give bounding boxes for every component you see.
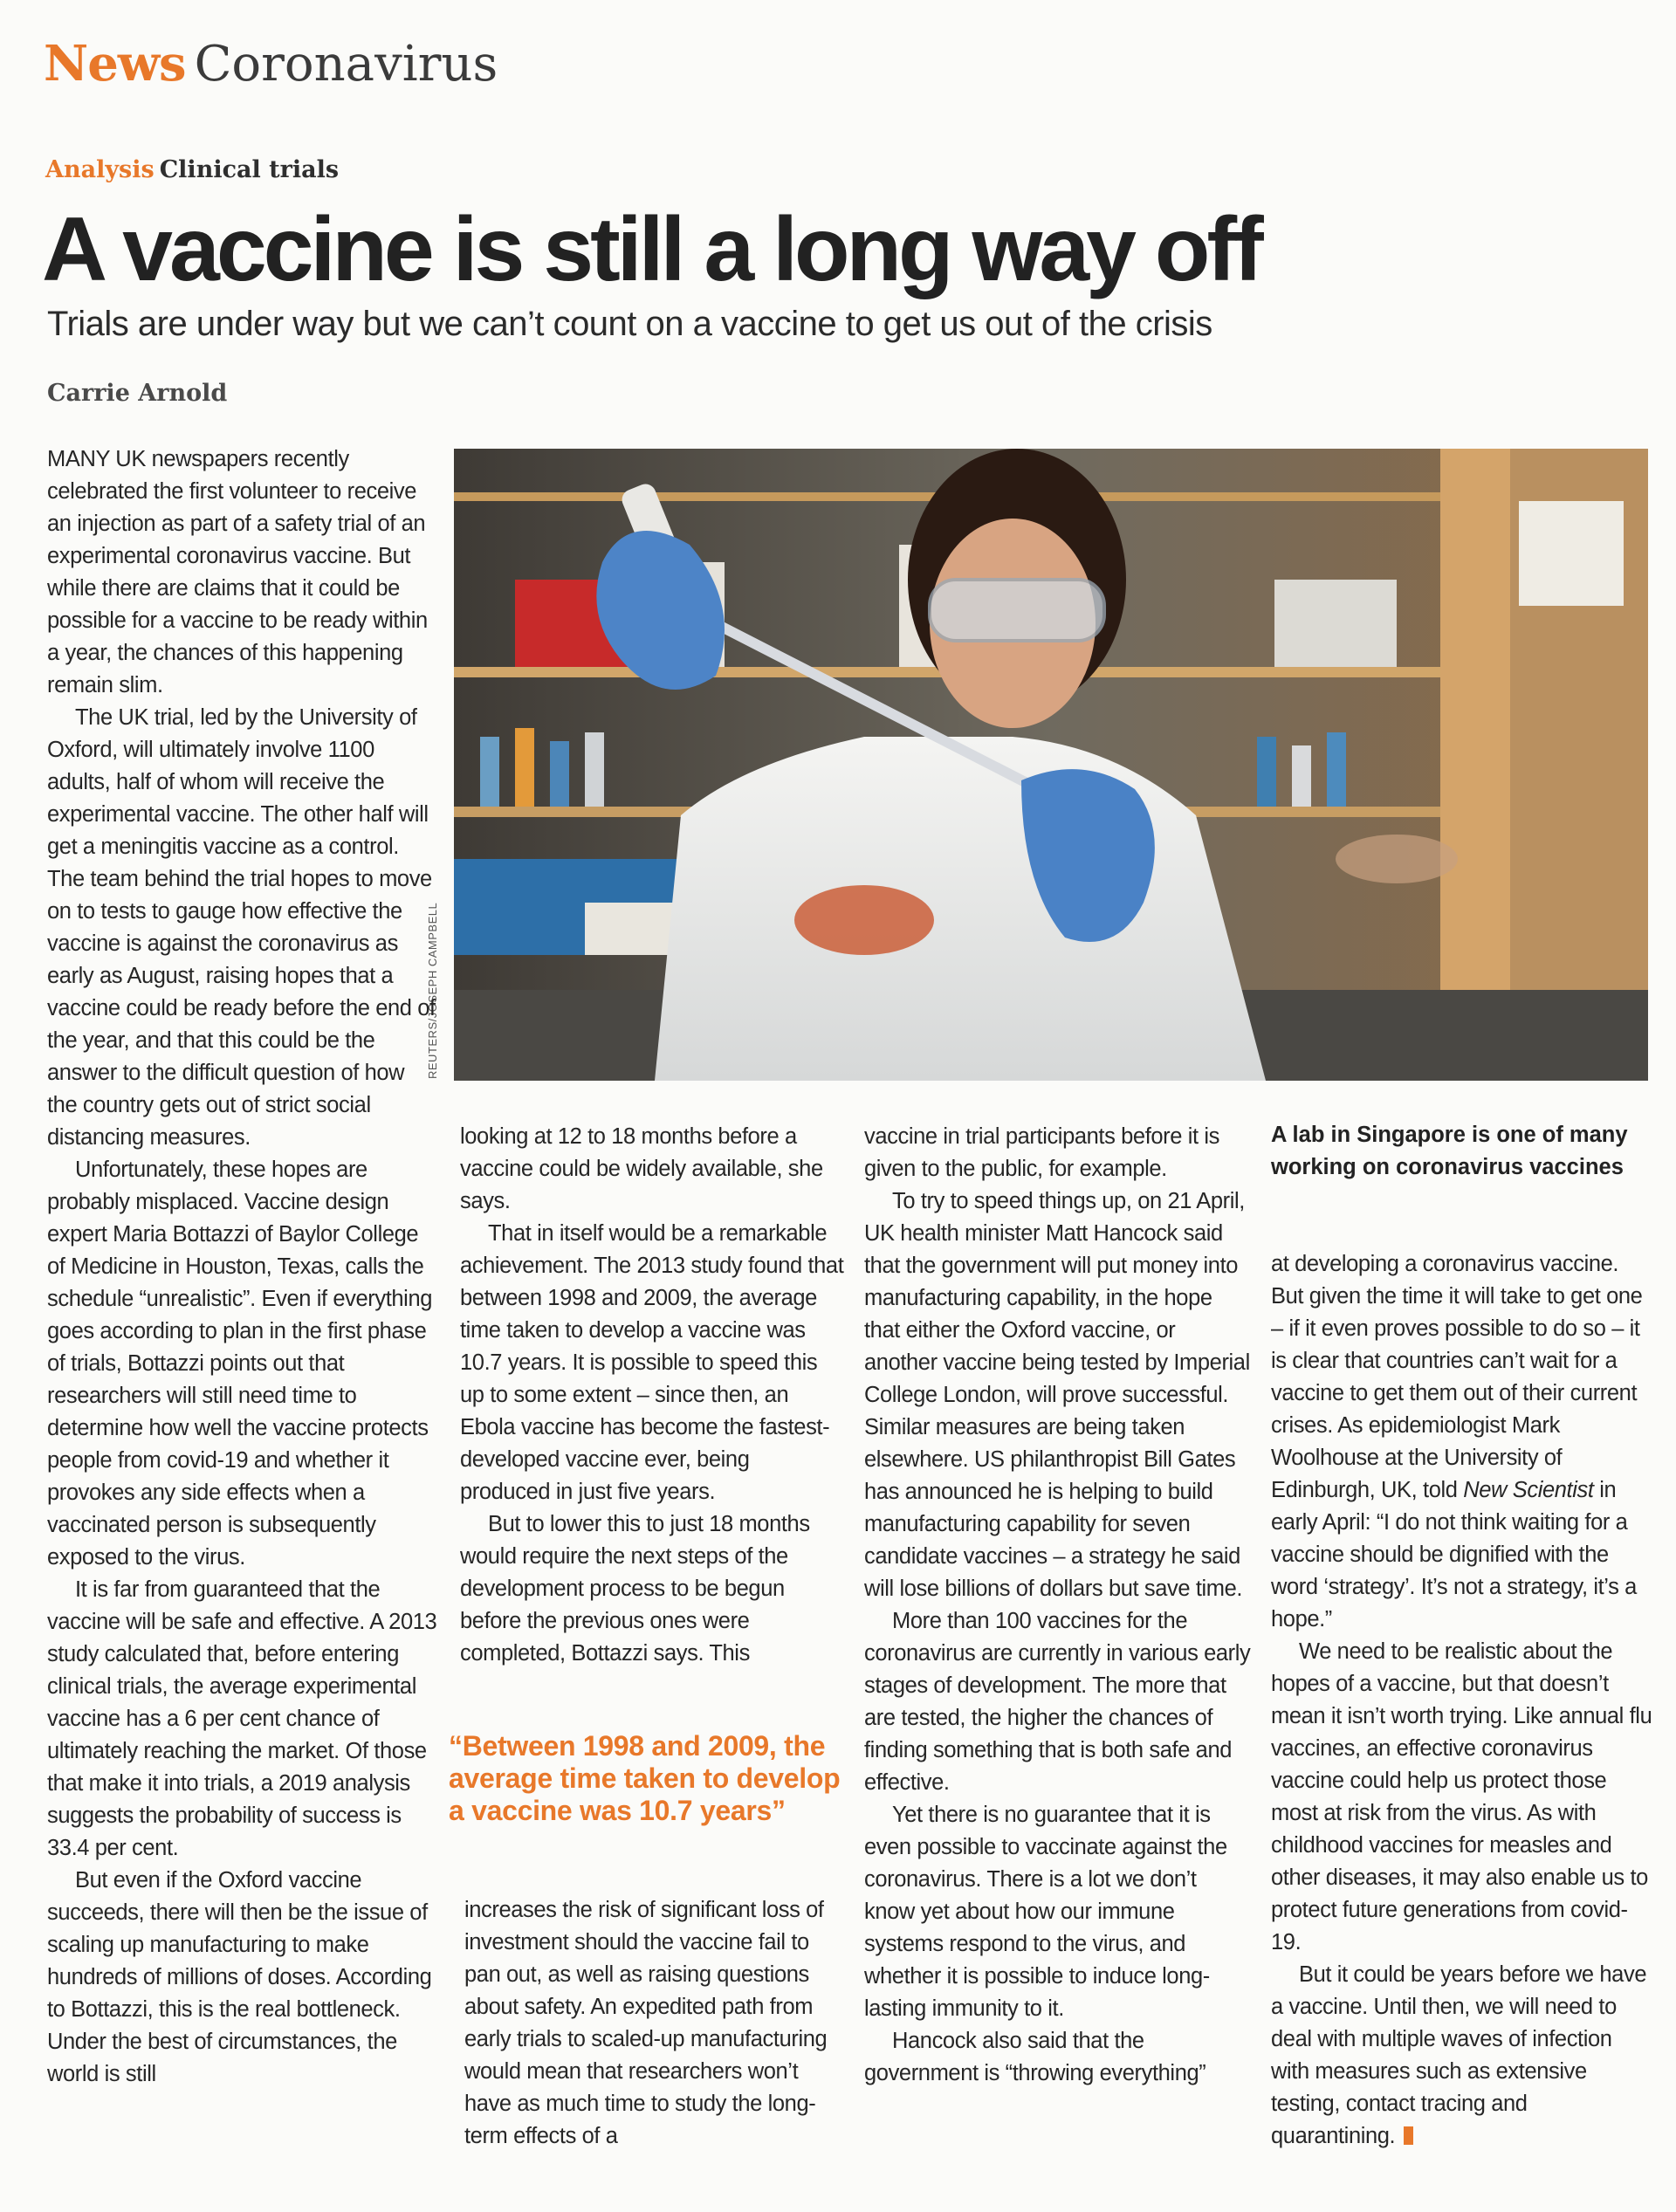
photo-credit: REUTERS/JOSEPH CAMPBELL	[426, 902, 439, 1079]
body-paragraph: To try to speed things up, on 21 April, UK health minister Matt Hancock said that the government will put money into manufacturing capability, in the hope that either the Oxford vaccine, or another vaccine being tested by Imperial College London, will prove successful. Similar measures are being taken elsewhere. US philanthropist Bill Gates has announced he is helping to build manufacturing capability for seven candidate vaccines – a strategy he said will lose billions of dollars but save time.	[864, 1189, 1250, 1601]
body-paragraph: Hancock also said that the government is “throwing everything”	[864, 2029, 1206, 2085]
body-column-4	[1271, 1248, 1655, 2153]
headline: A vaccine is still a long way off	[42, 199, 1260, 300]
kicker	[45, 155, 339, 185]
section-name: News	[44, 35, 186, 93]
standfirst: Trials are under way but we can’t count on a vaccine to get us out of the crisis	[47, 305, 1212, 343]
section-header	[44, 33, 498, 95]
body-column-3	[864, 1121, 1253, 2090]
pull-quote: “Between 1998 and 2009, the average time taken to develop a vaccine was 10.7 years”	[449, 1730, 841, 1826]
kicker-label: Analysis	[45, 156, 155, 183]
body-text: at developing a coronavirus vaccine. But given the time it will take to get one – if it even proves possible to do so – it is clear that countries can’t wait for a vaccine to get them out of their current crises. As epidemiologist Mark Woolhouse at the University of Edinburgh, UK, told	[1271, 1252, 1643, 1502]
body-column-2-bottom	[464, 1894, 848, 2153]
end-mark-icon	[1404, 2126, 1413, 2145]
body-column-1	[47, 443, 438, 2091]
body-paragraph: MANY UK newspapers recently celebrated the first volunteer to receive an injection as part of a safety trial of an experimental coronavirus vaccine. But while there are claims that it could be possible for a vaccine to be ready within a year, the chances of this happening remain slim.	[47, 447, 428, 697]
byline: Carrie Arnold	[47, 380, 228, 407]
photo-caption: A lab in Singapore is one of many working on coronavirus vaccines	[1271, 1123, 1628, 1179]
body-paragraph: That in itself would be a remarkable achievement. The 2013 study found that between 1998 and 2009, the average time taken to develop a vaccine was 10.7 years. It is possible to speed this up to some extent – since then, an Ebola vaccine has become the fastest-developed vaccine ever, being produced in just five years.	[460, 1221, 844, 1504]
section-topic: Coronavirus	[194, 36, 498, 93]
body-column-2-top	[460, 1121, 844, 1670]
body-paragraph: Unfortunately, these hopes are probably misplaced. Vaccine design expert Maria Bottazzi of Baylor College of Medicine in Houston, Texas, calls the schedule “unrealistic”. Even if everything goes according to plan in the first phase of trials, Bottazzi points out that researchers will still need time to determine how well the vaccine protects people from covid-19 and whether it provokes any side effects when a vaccinated person is subsequently exposed to the virus.	[47, 1158, 433, 1570]
lab-photo	[454, 449, 1648, 1081]
body-text: But it could be years before we have a vaccine. Until then, we will need to deal with multiple waves of infection with measures such as extensive testing, contact tracing and quarantining.	[1271, 1962, 1647, 2148]
body-paragraph: vaccine in trial participants before it is given to the public, for example.	[864, 1124, 1219, 1181]
lab-photo-illustration	[454, 449, 1648, 1081]
publication-name: New Scientist	[1463, 1478, 1594, 1502]
body-paragraph	[1271, 1959, 1655, 2153]
body-paragraph: looking at 12 to 18 months before a vaccine could be widely available, she says.	[460, 1124, 823, 1213]
body-paragraph: It is far from guaranteed that the vaccine will be safe and effective. A 2013 study calculated that, before entering clinical trials, the average experimental vaccine has a 6 per cent chance of ultimately reaching the market. Of those that make it into trials, a 2019 analysis suggests the probability of success is 33.4 per cent.	[47, 1577, 437, 1860]
body-paragraph: Yet there is no guarantee that it is even possible to vaccinate against the coronavirus. There is a lot we don’t know yet about how our immune systems respond to the virus, and whether it is possible to induce long-lasting immunity to it.	[864, 1803, 1227, 2021]
kicker-topic: Clinical trials	[159, 156, 340, 183]
body-paragraph: increases the risk of significant loss of investment should the vaccine fail to pan out, as well as raising questions about safety. An expedited path from early trials to scaled-up manufacturing would mean that researchers won’t have as much time to study the long-term effects of a	[464, 1898, 828, 2148]
body-paragraph: The UK trial, led by the University of Oxford, will ultimately involve 1100 adults, half of whom will receive the experimental vaccine. The other half will get a meningitis vaccine as a control. The team behind the trial hopes to move on to tests to gauge how effective the vaccine is against the coronavirus as early as August, raising hopes that a vaccine could be ready before the end of the year, and that this could be the answer to the difficult question of how the country gets out of strict social distancing measures.	[47, 705, 436, 1150]
body-paragraph: But even if the Oxford vaccine succeeds, there will then be the issue of scaling up manufacturing to make hundreds of millions of doses. According to Bottazzi, this is the real bottleneck. Under the best of circumstances, the world is still	[47, 1868, 432, 2086]
body-paragraph	[1271, 1248, 1655, 1636]
body-text: in early April: “I do not think waiting for a vaccine should be dignified with the word ‘strategy’. It’s not a strategy, it’s a hope.”	[1271, 1478, 1637, 1632]
body-paragraph: We need to be realistic about the hopes of a vaccine, but that doesn’t mean it isn’t worth trying. Like annual flu vaccines, an effective coronavirus vaccine could help us protect those most at risk from the virus. As with childhood vaccines for measles and other diseases, it may also enable us to protect future generations from covid-19.	[1271, 1639, 1652, 1954]
body-paragraph: But to lower this to just 18 months would require the next steps of the development process to be begun before the previous ones were completed, Bottazzi says. This	[460, 1512, 810, 1666]
body-paragraph: More than 100 vaccines for the coronavirus are currently in various early stages of development. The more that are tested, the higher the chances of finding something that is both safe and effective.	[864, 1609, 1251, 1795]
